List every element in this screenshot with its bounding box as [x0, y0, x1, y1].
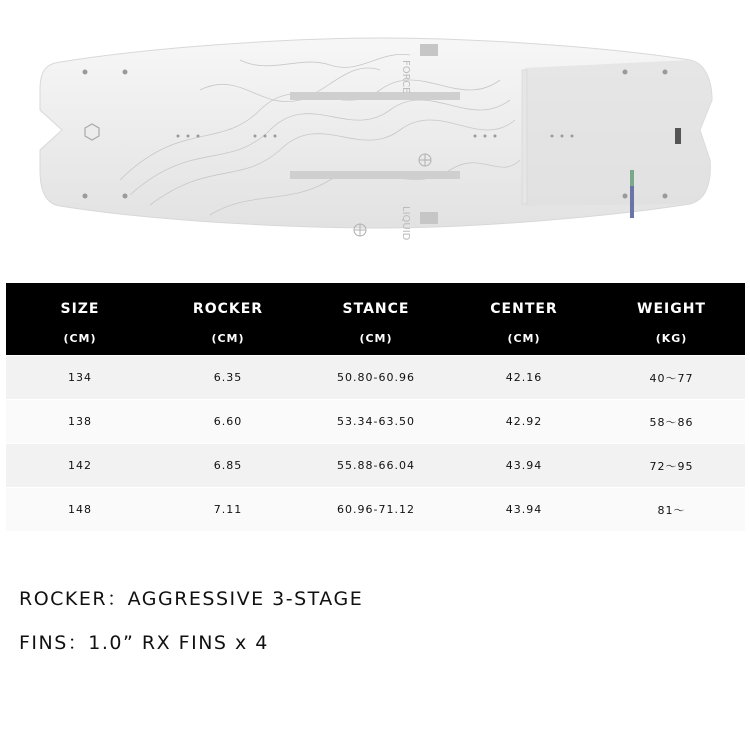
unit-center: (CM): [450, 321, 598, 356]
unit-weight: (KG): [598, 321, 745, 356]
cell-weight: 58～86: [598, 400, 745, 444]
binding-rail-top: [290, 92, 460, 100]
cell-size: 142: [6, 444, 154, 488]
cell-center: 42.92: [450, 400, 598, 444]
header-center: CENTER: [450, 283, 598, 321]
cell-rocker: 6.35: [154, 356, 302, 400]
cell-size: 134: [6, 356, 154, 400]
cell-size: 148: [6, 488, 154, 532]
top-logo-text: FORCE: [400, 60, 411, 94]
fins-note: FINS：1.0” RX FINS x 4: [19, 632, 269, 654]
wakeboard-illustration: [0, 0, 750, 260]
cell-rocker: 6.85: [154, 444, 302, 488]
header-row: [6, 283, 745, 321]
cell-weight: 81～: [598, 488, 745, 532]
header-rocker: ROCKER: [154, 283, 302, 321]
cell-stance: 53.34-63.50: [302, 400, 450, 444]
cell-rocker: 6.60: [154, 400, 302, 444]
header-weight: WEIGHT: [598, 283, 745, 321]
table-row: [6, 444, 745, 488]
unit-row: [6, 321, 745, 356]
cell-weight: 72～95: [598, 444, 745, 488]
unit-rocker: (CM): [154, 321, 302, 356]
cell-rocker: 7.11: [154, 488, 302, 532]
cell-stance: 60.96-71.12: [302, 488, 450, 532]
table-row: [6, 356, 745, 400]
rocker-note: ROCKER：AGGRESSIVE 3-STAGE: [19, 588, 364, 610]
bottom-logo-text: LIQUID: [400, 206, 411, 241]
cell-center: 42.16: [450, 356, 598, 400]
binding-rail-bottom: [290, 171, 460, 179]
cell-center: 43.94: [450, 488, 598, 532]
cell-weight: 40～77: [598, 356, 745, 400]
cell-center: 43.94: [450, 444, 598, 488]
spec-table: [6, 283, 745, 531]
unit-size: (CM): [6, 321, 154, 356]
cell-stance: 50.80-60.96: [302, 356, 450, 400]
tail-mark: [675, 128, 681, 144]
table-row: [6, 400, 745, 444]
cell-size: 138: [6, 400, 154, 444]
center-stripe: [522, 70, 527, 204]
cell-stance: 55.88-66.04: [302, 444, 450, 488]
board-tip-shade: [525, 60, 712, 206]
header-stance: STANCE: [302, 283, 450, 321]
wakeboard-image: [0, 0, 750, 260]
unit-stance: (CM): [302, 321, 450, 356]
header-size: SIZE: [6, 283, 154, 321]
table-row: [6, 488, 745, 532]
